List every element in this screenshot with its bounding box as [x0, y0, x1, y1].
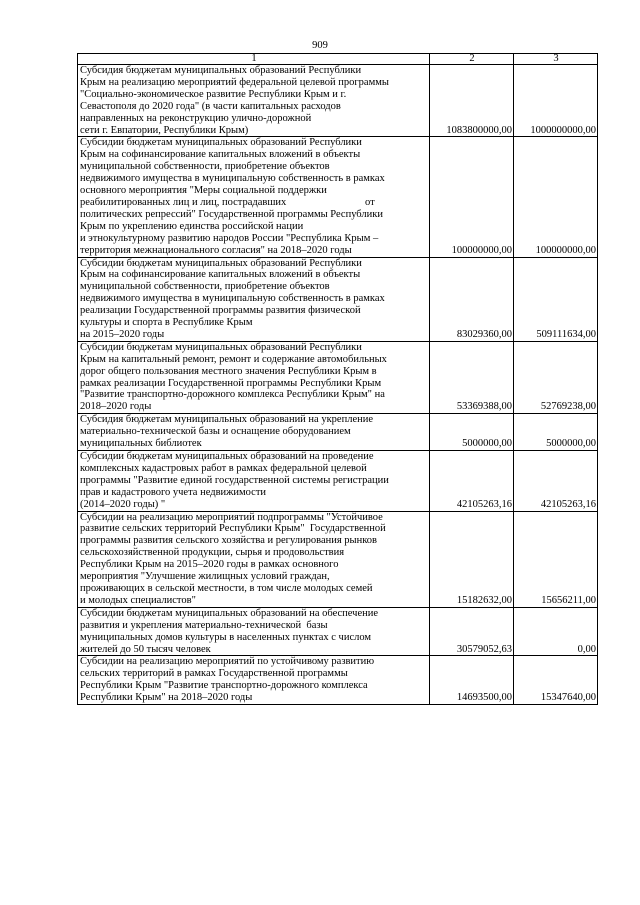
- row-description: Субсидия бюджетам муниципальных образований на укрепление материально-технической базы и оснащение оборудованием муниципальных библиотек: [78, 414, 430, 451]
- row-amount-col2: 42105263,16: [430, 451, 514, 512]
- row-description: Субсидии бюджетам муниципальных образований Республики Крым на софинансирование капитальных вложений в объекты муниципальной собственности, приобретение объектов недвижимого имущества в муниципальную собственность в рамках основного мероприятия "Меры социальной поддержки реабилитированных лиц и лиц, пострадавших от политических репрессий" Государственной программы Республики Крым по укреплению единства российской нации и этнокультурному развитию народов России "Республика Крым – территория межнационального согласия" на 2018–2020 годы: [78, 137, 430, 257]
- row-amount-col3: 509111634,00: [514, 257, 598, 341]
- row-amount-col3: 5000000,00: [514, 414, 598, 451]
- row-description: Субсидии на реализацию мероприятий подпрограммы "Устойчивое развитие сельских территорий Республики Крым" Государственной программы развития сельского хозяйства и регулирования рынков сельскохозяйственной продукции, сырья и продовольствия Республики Крым на 2015–2020 годы в рамках основного мероприятия "Улучшение жилищных условий граждан, проживающих в сельской местности, в том числе молодых семей и молодых специалистов": [78, 511, 430, 607]
- table-row: [78, 414, 598, 451]
- row-amount-col2: 1083800000,00: [430, 65, 514, 137]
- table-row: [78, 656, 598, 705]
- row-amount-col3: 52769238,00: [514, 341, 598, 413]
- table-header-row: [78, 54, 598, 65]
- row-description: Субсидии на реализацию мероприятий по устойчивому развитию сельских территорий в рамках Государственной программы Республики Крым "Развитие транспортно-дорожного комплекса Республики Крым" на 2018–2020 годы: [78, 656, 430, 705]
- row-description: Субсидии бюджетам муниципальных образований Республики Крым на софинансирование капитальных вложений в объекты муниципальной собственности, приобретение объектов недвижимого имущества в муниципальную собственность в рамках реализации Государственной программы развития физической культуры и спорта в Республике Крым на 2015–2020 годы: [78, 257, 430, 341]
- row-amount-col3: 15347640,00: [514, 656, 598, 705]
- table-row: [78, 137, 598, 257]
- row-amount-col2: 83029360,00: [430, 257, 514, 341]
- row-amount-col3: 0,00: [514, 607, 598, 656]
- row-description: Субсидия бюджетам муниципальных образований Республики Крым на реализацию мероприятий федеральной целевой программы "Социально-экономическое развитие Республики Крым и г. Севастополя до 2020 года" (в части капитальных расходов направленных на реконструкцию улично-дорожной сети г. Евпатории, Республики Крым): [78, 65, 430, 137]
- table-row: [78, 257, 598, 341]
- column-header-1: 1: [78, 54, 430, 65]
- budget-table-body: [78, 54, 598, 705]
- row-amount-col3: 1000000000,00: [514, 65, 598, 137]
- budget-table: [77, 53, 598, 705]
- row-amount-col2: 5000000,00: [430, 414, 514, 451]
- row-amount-col2: 14693500,00: [430, 656, 514, 705]
- row-amount-col2: 30579052,63: [430, 607, 514, 656]
- row-amount-col3: 100000000,00: [514, 137, 598, 257]
- row-amount-col2: 100000000,00: [430, 137, 514, 257]
- row-amount-col3: 42105263,16: [514, 451, 598, 512]
- row-description: Субсидии бюджетам муниципальных образований на обеспечение развития и укрепления материально-технической базы муниципальных домов культуры в населенных пунктах с числом жителей до 50 тысяч человек: [78, 607, 430, 656]
- table-row: [78, 511, 598, 607]
- row-amount-col3: 15656211,00: [514, 511, 598, 607]
- row-amount-col2: 53369388,00: [430, 341, 514, 413]
- table-row: [78, 341, 598, 413]
- row-description: Субсидии бюджетам муниципальных образований на проведение комплексных кадастровых работ в рамках федеральной целевой программы "Развитие единой государственной системы регистрации прав и кадастрового учета недвижимости (2014–2020 годы) ": [78, 451, 430, 512]
- row-amount-col2: 15182632,00: [430, 511, 514, 607]
- column-header-3: 3: [514, 54, 598, 65]
- page-number: 909: [312, 40, 328, 51]
- table-row: [78, 451, 598, 512]
- table-row: [78, 607, 598, 656]
- column-header-2: 2: [430, 54, 514, 65]
- table-row: [78, 65, 598, 137]
- row-description: Субсидии бюджетам муниципальных образований Республики Крым на капитальный ремонт, ремонт и содержание автомобильных дорог общего пользования местного значения Республики Крым в рамках реализации Государственной программы Республики Крым "Развитие транспортно-дорожного комплекса Республики Крым" на 2018–2020 годы: [78, 341, 430, 413]
